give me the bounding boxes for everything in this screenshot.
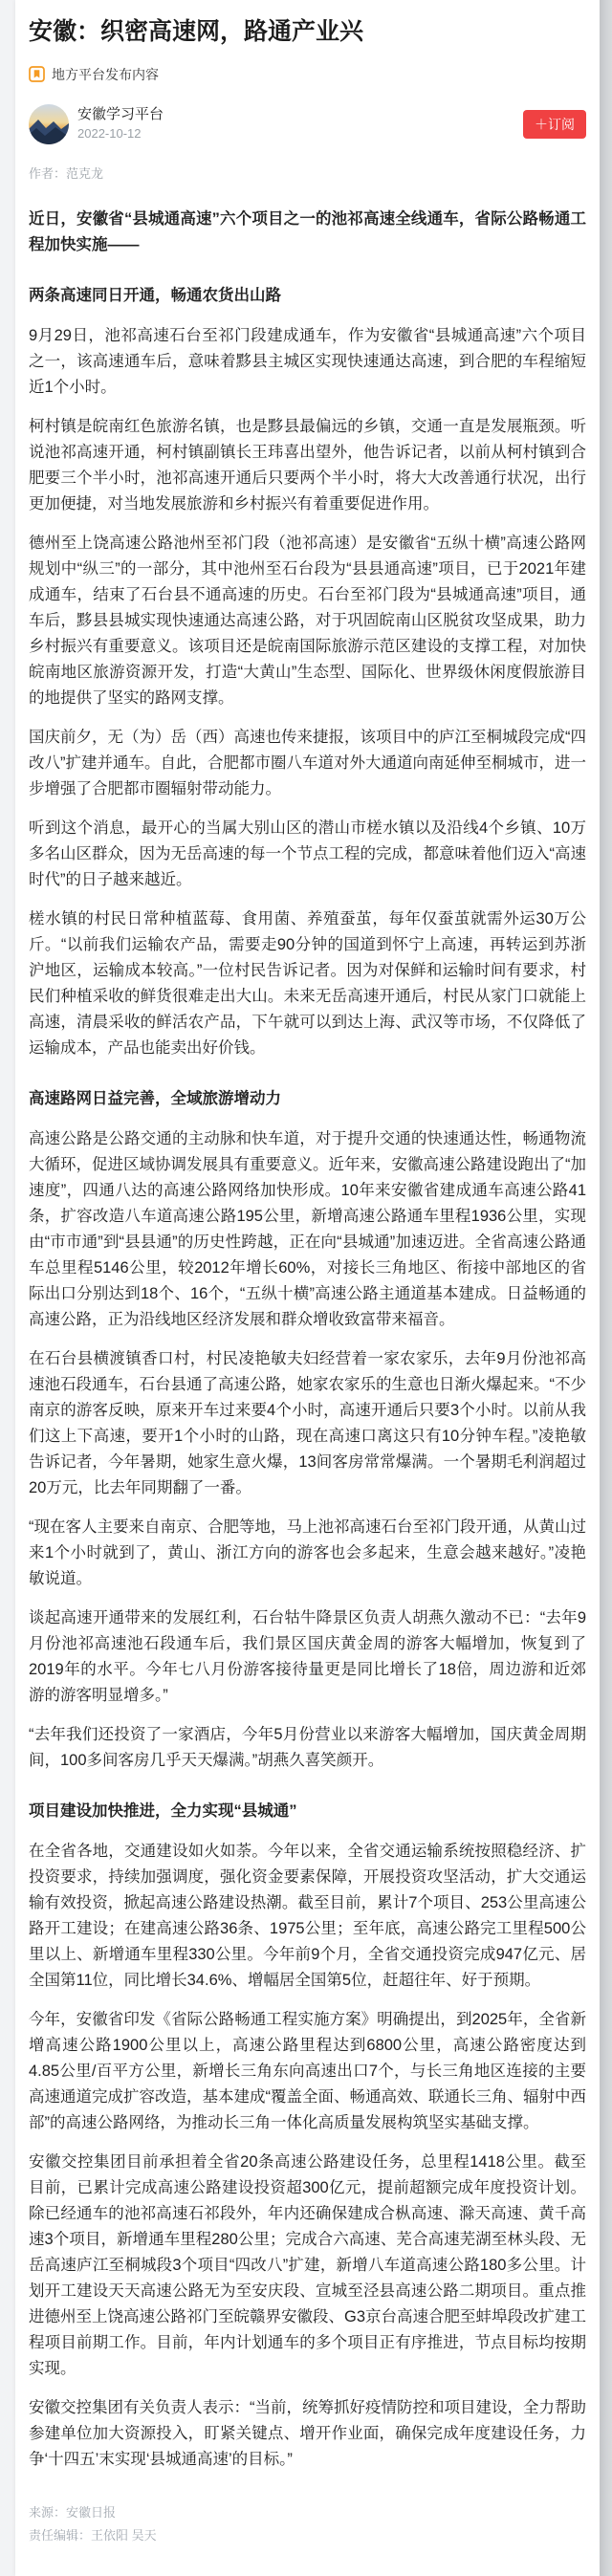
article-paragraph: 槎水镇的村民日常种植蓝莓、食用菌、养殖蚕茧，每年仅蚕茧就需外运30万公斤。“以前我们运输农产品，需要走90分钟的国道到怀宁上高速，再转运到苏浙沪地区，运输成本较高。”一位村民告诉记者。因为对保鲜和运输时间有要求，村民们种植采收的鲜货很难走出大山。未来无岳高速开通后，村民从家门口就能上高速，清晨采收的鲜活农产品，下午就可以到达上海、武汉等市场，不仅降低了运输成本，产品也能卖出好价钱。 xyxy=(29,909,586,1057)
section-heading: 两条高速同日开通，畅通农货出山路 xyxy=(29,286,281,304)
article-paragraph: 国庆前夕，无（为）岳（西）高速也传来捷报，该项目中的庐江至桐城段完成“四改八”扩建并通车。自此，合肥都市圈八车道对外大通道向南延伸至桐城市，进一步增强了合肥都市圈辐射带动能力。 xyxy=(29,728,586,797)
article-paragraph: 在全省各地，交通建设如火如荼。今年以来，全省交通运输系统按照稳经济、扩投资要求，持续加强调度，强化资金要素保障，开展投资攻坚活动，扩大交通运输有效投资，掀起高速公路建设热潮。截至目前，累计7个项目、253公里高速公路开工建设；在建高速公路36条、1975公里；至年底，高速公路完工里程500公里以上、新增通车里程330公里。今年前9个月，全省交通投资完成947亿元、居全国第11位，同比增长34.6%、增幅居全国第5位，赶超往年、好于预期。 xyxy=(29,1842,586,1989)
section-heading: 高速路网日益完善，全域旅游增动力 xyxy=(29,1089,281,1107)
scrollbar[interactable] xyxy=(600,0,612,2576)
article-paragraph: 高速公路是公路交通的主动脉和快车道，对于提升交通的快速通达性，畅通物流大循环，促进区域协调发展具有重要意义。近年来，安徽高速公路建设跑出了“加速度”，四通八达的高速公路网络加快形成。10年来安徽省建成通车高速公路41条，扩容改造八车道高速公路195公里，新增高速公路通车里程1936公里，实现由“市市通”到“县县通”的历史性跨越，正在向“县城通”加速迈进。全省高速公路通车总里程5146公里，较2012年增长60%，对接长三角地区、衔接中部地区的省际出口分别达到18个、16个，“五纵十横”高速公路主通道基本建成。日益畅通的高速公路，正为沿线地区经济发展和群众增收致富带来福音。 xyxy=(29,1129,586,1328)
page-title: 安徽：织密高速网，路通产业兴 xyxy=(29,18,364,45)
article-body xyxy=(29,207,586,2473)
author-meta xyxy=(77,105,523,142)
article-paragraph: 在石台县横渡镇香口村，村民凌艳敏夫妇经营着一家农家乐，去年9月份池祁高速池石段通车，石台县通了高速公路，她家农家乐的生意也日渐火爆起来。“不少南京的游客反映，原来开车过来要4个小时，高速开通后只要3个小时。以前从我们这上下高速，要开1个小时的山路，现在高速口离这只有10分钟车程。”凌艳敏告诉记者，今年暑期，她家生意火爆，13间客房常常爆满。一个暑期毛利润超过20万元，比去年同期翻了一番。 xyxy=(29,1349,586,1496)
platform-badge-icon xyxy=(29,66,45,82)
article-paragraph: 柯村镇是皖南红色旅游名镇，也是黟县最偏远的乡镇，交通一直是发展瓶颈。听说池祁高速开通，柯村镇副镇长王玮喜出望外，他告诉记者，以前从柯村镇到合肥要三个半小时，池祁高速开通后只要两个半小时，将大大改善通行状况，出行更加便捷，对当地发展旅游和乡村振兴有着重要促进作用。 xyxy=(29,417,586,513)
footer-source: 来源：安徽日报 xyxy=(29,2504,117,2520)
article-paragraph: “去年我们还投资了一家酒店，今年5月份营业以来游客大幅增加，国庆黄金周期间，100多间客房几乎天天爆满。”胡燕久喜笑颜开。 xyxy=(29,1725,586,1769)
platform-badge-label: 地方平台发布内容 xyxy=(52,66,159,82)
article-paragraph: 谈起高速开通带来的发展红利，石台牯牛降景区负责人胡燕久激动不已：“去年9月份池祁高速池石段通车后，我们景区国庆黄金周的游客大幅增加，恢复到了2019年的水平。今年七八月份游客接待量更是同比增长了18倍，周边游和近郊游的游客明显增多。” xyxy=(29,1608,586,1704)
article-paragraph: 德州至上饶高速公路池州至祁门段（池祁高速）是安徽省“五纵十横”高速公路网规划中“纵三”的一部分，其中池州至石台段为“县县通高速”项目，已于2021年建成通车，结束了石台县不通高速的历史。石台至祁门段为“县城通高速”项目，通车后，黟县县城实现快速通达高速公路，对于巩固皖南山区脱贫攻坚成果，助力乡村振兴有重要意义。该项目还是皖南国际旅游示范区建设的支撑工程，对加快皖南地区旅游资源开发，打造“大黄山”生态型、国际化、世界级休闲度假旅游目的地提供了坚实的路网支撑。 xyxy=(29,534,586,707)
section-heading: 项目建设加快推进，全力实现“县城通” xyxy=(29,1801,297,1820)
article-paragraph: 听到这个消息，最开心的当属大别山区的潜山市槎水镇以及沿线4个乡镇、10万多名山区群众，因为无岳高速的每一个节点工程的完成，都意味着他们迈入“高速时代”的日子越来越近。 xyxy=(29,819,586,888)
subscribe-button[interactable]: ＋订阅 xyxy=(523,110,586,139)
article-paragraph: “现在客人主要来自南京、合肥等地，马上池祁高速石台至祁门段开通，从黄山过来1个小时就到了，黄山、浙江方向的游客也会多起来，生意会越来越好。”凌艳敏说道。 xyxy=(29,1517,586,1587)
article-paragraph: 今年，安徽省印发《省际公路畅通工程实施方案》明确提出，到2025年，全省新增高速公路1900公里以上，高速公路里程达到6800公里，高速公路密度达到4.85公里/百平方公里，新增长三角东向高速出口7个，与长三角地区连接的主要高速通道完成扩容改造，基本建成“覆盖全面、畅通高效、联通长三角、辐射中西部”的高速公路网络，为推动长三角一体化高质量发展构筑坚实基础支撑。 xyxy=(29,2010,586,2131)
article-lead: 近日，安徽省“县城通高速”六个项目之一的池祁高速全线通车，省际公路畅通工程加快实施—— xyxy=(29,209,586,253)
avatar[interactable] xyxy=(29,104,69,144)
publish-date: 2022-10-12 xyxy=(77,126,142,142)
author-name[interactable]: 安徽学习平台 xyxy=(77,106,164,123)
article-footer xyxy=(29,2501,586,2547)
article-paragraph: 9月29日，池祁高速石台至祁门段建成通车，作为安徽省“县城通高速”六个项目之一，该高速通车后，意味着黟县主城区实现快速通达高速，到合肥的车程缩短近1个小时。 xyxy=(29,326,586,396)
footer-editor: 责任编辑：王依阳 吴天 xyxy=(29,2527,157,2543)
mountain-photo-icon xyxy=(29,104,69,144)
article-paragraph: 安徽交控集团有关负责人表示：“当前，统筹抓好疫情防控和项目建设，全力帮助参建单位加大资源投入，盯紧关键点、增开作业面，确保完成年度建设任务，力争‘十四五’末实现‘县城通高速’的目标。” xyxy=(29,2398,586,2468)
author-card xyxy=(29,104,586,144)
content-card xyxy=(15,0,600,2576)
platform-badge xyxy=(29,65,586,84)
article-paragraph: 安徽交控集团目前承担着全省20条高速公路建设任务，总里程1418公里。截至目前，已累计完成高速公路建设投资超300亿元，提前超额完成年度投资计划。除已经通车的池祁高速石祁段外，年内还确保建成合枞高速、滁天高速、黄千高速3个项目，新增通车里程280公里；完成合六高速、芜合高速芜湖至林头段、无岳高速庐江至桐城段3个项目“四改八”扩建，新增八车道高速公路180多公里。计划开工建设天天高速公路无为至安庆段、宣城至泾县高速公路二期项目。重点推进德州至上饶高速公路祁门至皖赣界安徽段、G3京台高速合肥至蚌埠段改扩建工程项目前期工作。目前，年内计划通车的多个项目正有序推进，节点目标均按期实现。 xyxy=(29,2152,587,2377)
byline: 作者：范克龙 xyxy=(29,165,104,181)
